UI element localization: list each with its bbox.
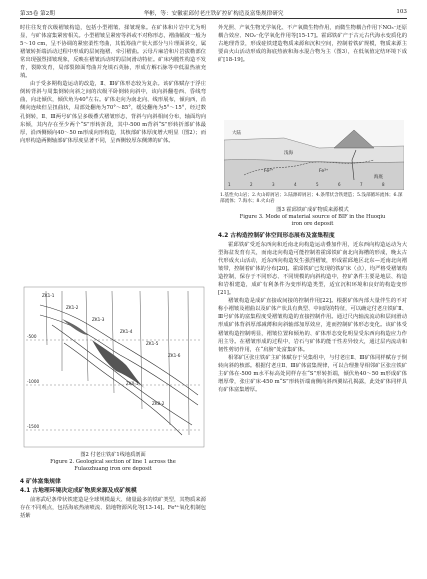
depth-label: -1000 [27, 379, 40, 384]
paragraph: 相邻矿区张庄铁矿主矿体赋存于吴集组中，与付老庄Ⅱ、Ⅲ矿体同样赋存于倒转向斜的核部。根据付老庄Ⅱ、Ⅲ矿体富集规律，可以合理推导相邻矿区张庄铁矿主矿体在-500 m水平标高处同样存在“S”形转折端，倾伏角40～50 m形成矿体增厚带，张庄矿床-450 m“S”形转折端南侧向斜西翼钻孔揭露，此处矿体同样具有矿体富集增厚。 [218, 354, 407, 393]
drillhole-label: ZK1-2 [66, 305, 79, 310]
legend-number: 7 [360, 182, 363, 187]
figure-3-model [224, 120, 404, 190]
diagram-label: Fe³⁺ [319, 169, 329, 174]
paragraph: 时往往发育次级褶皱构造，包括小型褶皱、揉皱现象。在矿体和片岩中尤为明显，与矿体富集紧密相关。小型褶皱呈紧密等斜或不对称形态，褶曲幅度一般为5～10 cm，呈不协调的紧密柔性弯曲，其低筹曲产状大部分与片理面斜交，属褶皱转折端活动过程中形成的层间拖褶、牵引褶曲。云母片麻岩和片岩拔勒部位常出现强烈揉皱现象，反映在褶皱活动时的层间滑动特征。矿床内脆性构造不发育，裂隙发育，局部裂隙面弯曲并充填石英脉，形成方解石脉等中低温热液充填。 [20, 25, 206, 80]
caption-en: iron ore deposit [291, 221, 334, 227]
legend-number: 1 [228, 182, 231, 187]
section-4 [20, 478, 206, 520]
drillhole-label: ZK1-5 [146, 341, 159, 346]
caption-en: Fulaozhuang iron ore deposit [74, 466, 152, 472]
right-column-text [218, 24, 407, 64]
figure-3-caption [218, 207, 407, 228]
paragraph: 外光照、产氧生物光学氧化、不产氧微生物作用，而微生物耦合作用下NO₃⁻还原耦合效应、NO₂⁻化学氧化作用等[15-17]。霍邱铁矿产于古元古代海水变质化的古地理背景，形成硅铁建造物质来源和沉积空间，控制着铁矿规模，物质来源主要由火山活动形成的海底热液和海水混合物为主（图3），在低氧值定结环境下成矿[18-19]。 [218, 25, 407, 64]
drillhole-label: ZK1-4 [120, 329, 133, 334]
section-heading: 4 矿体富集规律 [20, 479, 61, 485]
figure-3-legend: 1.基性火山岩；2.火山碎屑岩；3.陆源碎屑岩；4.条带状含铁建造；5.浅部循环流体；6.深部流体；7.海水；8.火山岩 [220, 193, 403, 204]
running-header [20, 6, 407, 19]
subsection-heading: 4.1 古地理环境决定成矿物质来源及成矿规模 [20, 488, 137, 494]
caption-cn: 图2 付老庄铁矿1线地质剖面 [80, 452, 146, 458]
journal-volume: 第35卷 第2期 [20, 11, 55, 17]
subsection-heading: 4.2 古构造控制矿体空间形态展布及富集程度 [218, 233, 335, 239]
depth-label: -500 [27, 334, 37, 339]
paragraph: 前寒武纪条带状铁建造是全球规模最大、储量最多的铁矿类型，其物质来源存在不同观点，包括海底热液喷流、陆地物源风化等[13-14]。Fe³⁺氧化机制包括紫 [20, 497, 206, 520]
legend-number: 2 [250, 182, 253, 187]
depth-label: -1500 [27, 424, 40, 429]
legend-number: 3 [272, 182, 275, 187]
caption-en: Figure 2. Geological section of line 1 across the [50, 459, 176, 465]
legend-number: 8 [382, 182, 385, 187]
legend-number: 4 [294, 182, 297, 187]
figure-2-section [22, 285, 206, 450]
diagram-label: Fe²⁺ [264, 169, 274, 174]
drillhole-label: ZK1-3 [92, 317, 105, 322]
legend-number: 6 [338, 182, 341, 187]
paragraph: 霍邱铁矿受近东西向和近南北向构造运动叠加作用，近东西向构造运动为大型海盆发育有关，而南北向构造可能控制着霍邱铁矿南北向海槽的形成，晚太古代形成火山活动，近东西向构造发生强烈褶皱，形成霍邱地区北东—近南北向褶皱带，控制着矿体的分布[20]。霍邱铁矿已发现的铁矿床（点），均严格受褶皱构造控制，保存于不同形态、不同规模的向斜构造中，控矿条件主要是地层、构造和岩相建造，成矿有利条件为变形构造类型，适宜沉积环境和良好的构造变形[21]。 [218, 242, 407, 297]
running-title: 华彬，等：安徽霍邱付老庄铁矿控矿构造及富集规律研究 [143, 11, 284, 17]
caption-cn: 图3 霍邱铁矿成矿物质来源模式 [276, 207, 349, 213]
drillhole-label: ZK0-2 [152, 401, 165, 406]
paragraph: 由于受多期构造运动的改造，Ⅱ、Ⅲ矿体形态较为复杂。该矿体赋存于浮庄倒转背斜与周集倒转向斜之间的次级平卧倒转向斜中，该向斜翻卷西、昏线弯曲，向北倾伏，倾伏角为40°左右。矿体走向为南北向、线形展布，倾向西，沿侧向连续但呈扭曲状，局部处翻角为70°～85°，缓处翻角为5°～15°，经过数孔倒转，Ⅱ、Ⅲ两号矿体呈多级叠式褶皱形态，背斜与向斜相间分布，轴面均向东倾，其内存在至少两个“S”形转折段，其中-500 m背斜“S”形转折部矿体最厚，沿西侧倾向40～50 m形成向形构造，其核部矿体厚度增大明显（图2）；而向形构造两侧轴部矿体厚度显著不同，呈西侧较厚东侧薄的矿体。 [20, 81, 206, 144]
drillhole-label: ZK0-1 [126, 381, 139, 386]
caption-en: Figure 3. Mode of material source of BIF in the Huoqiu [239, 214, 386, 220]
legend-number: 5 [316, 182, 319, 187]
diagram-label: 浅海 [284, 151, 293, 156]
diagram-label: 海底 [374, 175, 383, 180]
section-4-2 [218, 232, 407, 394]
drillhole-label: ZK1-1 [42, 293, 55, 298]
page-number: 103 [396, 9, 407, 15]
diagram-label: 大陆 [232, 131, 241, 136]
drillhole-label: ZK1-6 [168, 353, 181, 358]
figure-2-caption [20, 452, 206, 473]
paragraph: 褶皱构造是成矿直接或间接的控制作用[22]。根据矿体内部大量伴生的不对称小褶皱及褶曲以及矿体产状具有典型、中间段的特征，可以确定付老庄铁矿Ⅱ、Ⅲ号矿体的富集程度受褶皱构造的直接控制作用。通过尺内轴流流动和层间滑动形成矿体背斜厚部减薄和向斜轴部加厚效应，进而控制矿体形态变化。该矿体受褶皱构造控制明显，褶皱位置和倾角的、矿体形态变化明显受东西向构造应力作用主导。在褶皱形成的过程中，岩石与矿体的能干性差异较大，通过层内流动和韧性剪切作用，在“肩膀”处富集矿体。 [218, 298, 407, 353]
left-column-text [20, 24, 206, 145]
